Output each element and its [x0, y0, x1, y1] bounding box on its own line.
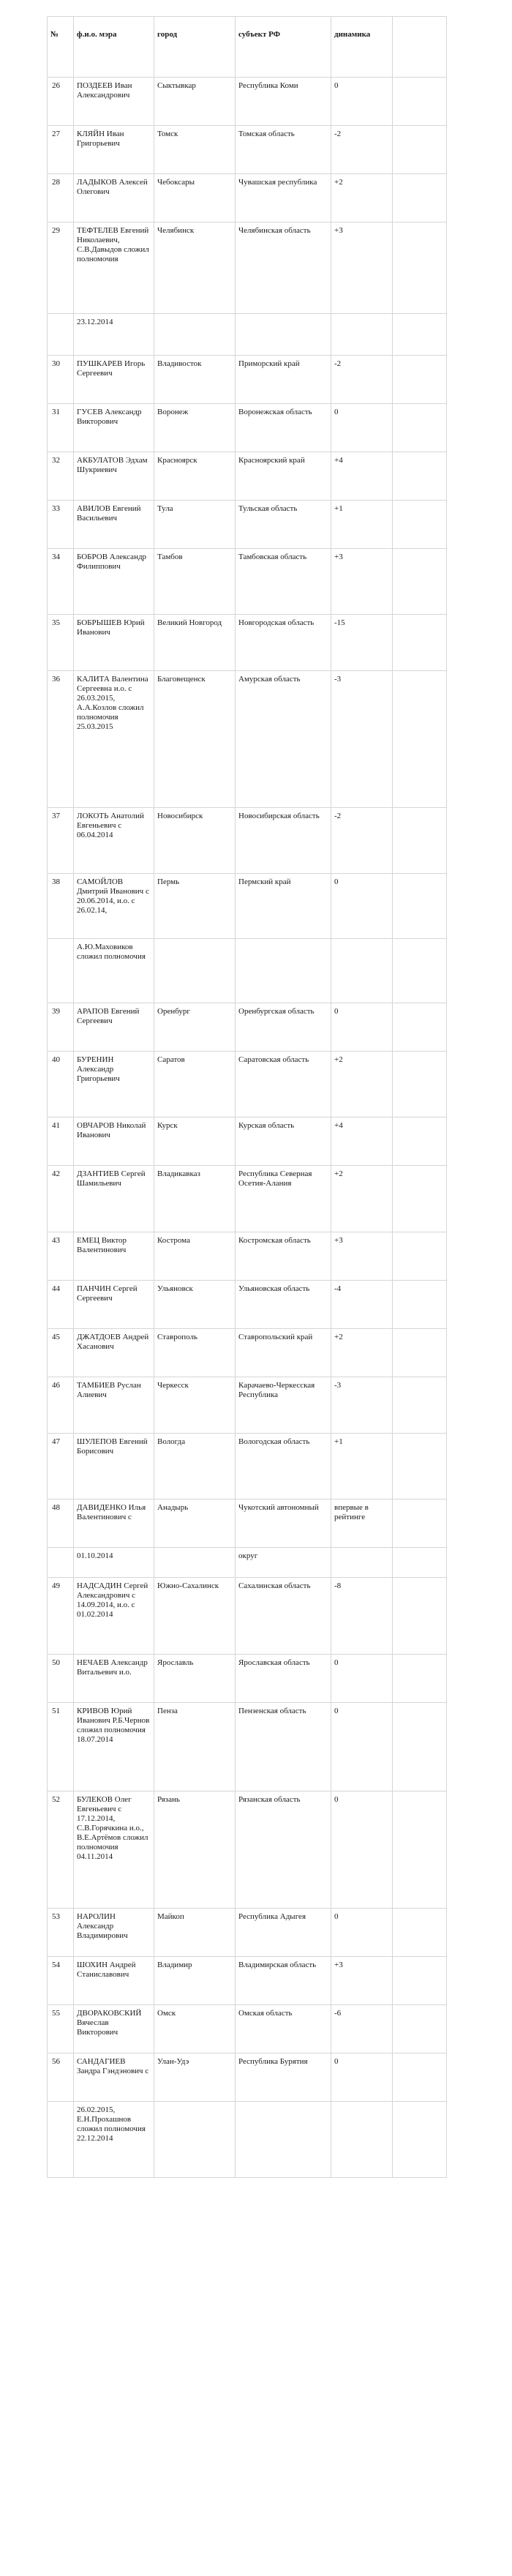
cell-empty: [393, 549, 447, 615]
table-row: [48, 1232, 447, 1281]
cell-mayor-name: ПУШКАРЕВ Игорь Сергеевич: [74, 356, 154, 404]
cell-dynamics: 0: [331, 1791, 393, 1909]
table-row: [48, 1052, 447, 1117]
cell-mayor-name: ПАНЧИН Сергей Сергеевич: [74, 1281, 154, 1329]
cell-num: 29: [48, 222, 74, 314]
table-row: [48, 939, 447, 1003]
cell-mayor-name: ШОХИН Андрей Станиславович: [74, 1957, 154, 2005]
cell-city: Южно-Сахалинск: [154, 1578, 236, 1655]
cell-empty: [393, 1377, 447, 1434]
cell-dynamics: +2: [331, 1166, 393, 1232]
cell-mayor-name: ДЖАТДОЕВ Андрей Хасанович: [74, 1329, 154, 1377]
cell-dynamics: 0: [331, 874, 393, 939]
cell-dynamics: +1: [331, 501, 393, 549]
cell-subject: Курская область: [236, 1117, 331, 1166]
cell-dynamics: 0: [331, 404, 393, 452]
cell-subject: Рязанская область: [236, 1791, 331, 1909]
cell-empty: [393, 1499, 447, 1548]
cell-empty: [393, 1232, 447, 1281]
cell-empty: [393, 452, 447, 501]
cell-empty: [393, 1957, 447, 2005]
header-city: город: [154, 17, 236, 78]
cell-city: Черкесск: [154, 1377, 236, 1434]
cell-dynamics: -3: [331, 1377, 393, 1434]
cell-dynamics: 0: [331, 78, 393, 126]
cell-subject: Чувашская республика: [236, 174, 331, 222]
cell-city: Владикавказ: [154, 1166, 236, 1232]
cell-empty: [393, 356, 447, 404]
cell-mayor-name: НАРОЛИН Александр Владимирович: [74, 1909, 154, 1957]
table-row: [48, 1281, 447, 1329]
cell-subject: Приморский край: [236, 356, 331, 404]
cell-city: Челябинск: [154, 222, 236, 314]
table-row: [48, 671, 447, 808]
cell-mayor-name: КЛЯЙН Иван Григорьевич: [74, 126, 154, 174]
cell-city: Кострома: [154, 1232, 236, 1281]
cell-empty: [393, 1548, 447, 1578]
cell-subject: Тульская область: [236, 501, 331, 549]
cell-dynamics: +3: [331, 1957, 393, 2005]
table-row: [48, 1791, 447, 1909]
table-row: [48, 808, 447, 874]
cell-subject: Оренбургская область: [236, 1003, 331, 1052]
cell-num: 53: [48, 1909, 74, 1957]
mayors-rating-table: [47, 16, 447, 2178]
cell-empty: [393, 1703, 447, 1791]
cell-city: Владимир: [154, 1957, 236, 2005]
cell-empty: [393, 126, 447, 174]
table-row: [48, 1166, 447, 1232]
cell-dynamics: 0: [331, 2053, 393, 2102]
header-num: №: [48, 17, 74, 78]
cell-num: 26: [48, 78, 74, 126]
table-container: [47, 16, 446, 2178]
cell-empty: [393, 1434, 447, 1499]
cell-empty: [393, 1281, 447, 1329]
cell-num: 45: [48, 1329, 74, 1377]
cell-dynamics: 0: [331, 1909, 393, 1957]
cell-num: 34: [48, 549, 74, 615]
cell-empty: [393, 1655, 447, 1703]
cell-num: 44: [48, 1281, 74, 1329]
cell-dynamics: [331, 1548, 393, 1578]
cell-subject: Ульяновская область: [236, 1281, 331, 1329]
cell-num: [48, 1548, 74, 1578]
cell-empty: [393, 874, 447, 939]
cell-dynamics: +2: [331, 1329, 393, 1377]
cell-city: Великий Новгород: [154, 615, 236, 671]
cell-mayor-name: ДВОРАКОВСКИЙ Вячеслав Викторович: [74, 2005, 154, 2053]
cell-city: Благовещенск: [154, 671, 236, 808]
cell-num: [48, 314, 74, 356]
cell-empty: [393, 2102, 447, 2178]
cell-subject: Челябинская область: [236, 222, 331, 314]
cell-mayor-name: ШУЛЕПОВ Евгений Борисович: [74, 1434, 154, 1499]
cell-mayor-name: АРАПОВ Евгений Сергеевич: [74, 1003, 154, 1052]
cell-city: Пенза: [154, 1703, 236, 1791]
table-row: [48, 1703, 447, 1791]
cell-subject: [236, 2102, 331, 2178]
cell-mayor-name: ЛОКОТЬ Анатолий Евгеньевич с 06.04.2014: [74, 808, 154, 874]
cell-num: 35: [48, 615, 74, 671]
cell-subject: Сахалинская область: [236, 1578, 331, 1655]
table-row: [48, 2053, 447, 2102]
cell-empty: [393, 78, 447, 126]
cell-subject: Ярославская область: [236, 1655, 331, 1703]
table-row: [48, 174, 447, 222]
cell-subject: Новгородская область: [236, 615, 331, 671]
cell-subject: Республика Бурятия: [236, 2053, 331, 2102]
cell-subject: Костромская область: [236, 1232, 331, 1281]
table-row: [48, 2102, 447, 2178]
cell-num: 27: [48, 126, 74, 174]
cell-city: Тамбов: [154, 549, 236, 615]
cell-dynamics: +4: [331, 452, 393, 501]
cell-subject: округ: [236, 1548, 331, 1578]
cell-num: 41: [48, 1117, 74, 1166]
cell-city: Пермь: [154, 874, 236, 939]
cell-city: Ярославль: [154, 1655, 236, 1703]
cell-num: 46: [48, 1377, 74, 1434]
cell-city: Тула: [154, 501, 236, 549]
cell-subject: Республика Северная Осетия-Алания: [236, 1166, 331, 1232]
cell-dynamics: -4: [331, 1281, 393, 1329]
cell-subject: [236, 939, 331, 1003]
cell-city: Майкоп: [154, 1909, 236, 1957]
cell-mayor-name: ПОЗДЕЕВ Иван Александрович: [74, 78, 154, 126]
cell-num: 39: [48, 1003, 74, 1052]
cell-subject: Вологодская область: [236, 1434, 331, 1499]
cell-num: 30: [48, 356, 74, 404]
cell-empty: [393, 1166, 447, 1232]
cell-subject: Омская область: [236, 2005, 331, 2053]
cell-empty: [393, 615, 447, 671]
cell-city: [154, 314, 236, 356]
cell-subject: Пермский край: [236, 874, 331, 939]
cell-mayor-name: ОВЧАРОВ Николай Иванович: [74, 1117, 154, 1166]
cell-num: [48, 2102, 74, 2178]
cell-num: 38: [48, 874, 74, 939]
table-row: [48, 126, 447, 174]
cell-num: 48: [48, 1499, 74, 1548]
cell-mayor-name: САМОЙЛОВ Дмитрий Иванович с 20.06.2014, и.о. с 26.02.14,: [74, 874, 154, 939]
cell-mayor-name: НЕЧАЕВ Александр Витальевич и.о.: [74, 1655, 154, 1703]
cell-empty: [393, 1329, 447, 1377]
table-row: [48, 1655, 447, 1703]
cell-subject: Тамбовская область: [236, 549, 331, 615]
table-row: [48, 1377, 447, 1434]
cell-empty: [393, 808, 447, 874]
cell-empty: [393, 2053, 447, 2102]
header-extra: [393, 17, 447, 78]
cell-num: [48, 939, 74, 1003]
cell-num: 40: [48, 1052, 74, 1117]
cell-mayor-name: БУРЕНИН Александр Григорьевич: [74, 1052, 154, 1117]
table-row: [48, 1499, 447, 1548]
cell-dynamics: 0: [331, 1003, 393, 1052]
table-row: [48, 78, 447, 126]
cell-dynamics: -2: [331, 356, 393, 404]
cell-empty: [393, 939, 447, 1003]
cell-subject: Пензенская область: [236, 1703, 331, 1791]
cell-city: Чебоксары: [154, 174, 236, 222]
cell-dynamics: -3: [331, 671, 393, 808]
cell-num: 55: [48, 2005, 74, 2053]
cell-num: 33: [48, 501, 74, 549]
cell-dynamics: +2: [331, 1052, 393, 1117]
cell-dynamics: [331, 314, 393, 356]
cell-subject: Республика Коми: [236, 78, 331, 126]
cell-dynamics: [331, 939, 393, 1003]
cell-empty: [393, 314, 447, 356]
cell-mayor-name: ГУСЕВ Александр Викторович: [74, 404, 154, 452]
cell-subject: Новосибирская область: [236, 808, 331, 874]
cell-dynamics: -6: [331, 2005, 393, 2053]
cell-num: 42: [48, 1166, 74, 1232]
cell-city: [154, 1548, 236, 1578]
table-row: [48, 874, 447, 939]
cell-num: 37: [48, 808, 74, 874]
cell-mayor-name: БУЛЕКОВ Олег Евгеньевич с 17.12.2014, С.В.Горячкина и.о., В.Е.Артёмов сложил полномочия 04.11.2014: [74, 1791, 154, 1909]
cell-num: 43: [48, 1232, 74, 1281]
table-body: [48, 78, 447, 2178]
cell-mayor-name: ТЕФТЕЛЕВ Евгений Николаевич, С.В.Давыдов сложил полномочия: [74, 222, 154, 314]
table-row: [48, 1578, 447, 1655]
table-row: [48, 314, 447, 356]
cell-empty: [393, 1791, 447, 1909]
cell-dynamics: впервые в рейтинге: [331, 1499, 393, 1548]
cell-num: 54: [48, 1957, 74, 2005]
cell-subject: Республика Адыгея: [236, 1909, 331, 1957]
header-name: ф.и.о. мэра: [74, 17, 154, 78]
cell-mayor-name: КАЛИТА Валентина Сергеевна и.о. с 26.03.2015, А.А.Козлов сложил полномочия 25.03.2015: [74, 671, 154, 808]
cell-dynamics: +3: [331, 1232, 393, 1281]
cell-subject: Амурская область: [236, 671, 331, 808]
table-header-row: [48, 17, 447, 78]
header-subject: субъект РФ: [236, 17, 331, 78]
cell-subject: Чукотский автономный: [236, 1499, 331, 1548]
cell-city: Воронеж: [154, 404, 236, 452]
cell-subject: Карачаево-Черкесская Республика: [236, 1377, 331, 1434]
cell-city: Красноярск: [154, 452, 236, 501]
cell-mayor-name: 01.10.2014: [74, 1548, 154, 1578]
cell-subject: Саратовская область: [236, 1052, 331, 1117]
cell-dynamics: +3: [331, 222, 393, 314]
cell-empty: [393, 1003, 447, 1052]
table-row: [48, 356, 447, 404]
cell-mayor-name: А.Ю.Маховиков сложил полномочия: [74, 939, 154, 1003]
table-row: [48, 404, 447, 452]
cell-mayor-name: ЛАДЫКОВ Алексей Олегович: [74, 174, 154, 222]
cell-empty: [393, 1117, 447, 1166]
table-row: [48, 1117, 447, 1166]
cell-mayor-name: ДЗАНТИЕВ Сергей Шамильевич: [74, 1166, 154, 1232]
cell-mayor-name: БОБРОВ Александр Филиппович: [74, 549, 154, 615]
cell-subject: Воронежская область: [236, 404, 331, 452]
cell-empty: [393, 2005, 447, 2053]
table-row: [48, 1434, 447, 1499]
cell-mayor-name: САНДАГИЕВ Зандра Гэндэнович с: [74, 2053, 154, 2102]
cell-num: 56: [48, 2053, 74, 2102]
cell-mayor-name: АВИЛОВ Евгений Васильевич: [74, 501, 154, 549]
cell-city: Оренбург: [154, 1003, 236, 1052]
cell-num: 49: [48, 1578, 74, 1655]
cell-city: [154, 939, 236, 1003]
cell-city: Вологда: [154, 1434, 236, 1499]
cell-num: 28: [48, 174, 74, 222]
cell-empty: [393, 501, 447, 549]
table-row: [48, 1909, 447, 1957]
cell-mayor-name: БОБРЫШЕВ Юрий Иванович: [74, 615, 154, 671]
cell-subject: Красноярский край: [236, 452, 331, 501]
table-row: [48, 1329, 447, 1377]
cell-city: [154, 2102, 236, 2178]
cell-mayor-name: 23.12.2014: [74, 314, 154, 356]
cell-dynamics: +4: [331, 1117, 393, 1166]
cell-dynamics: -2: [331, 808, 393, 874]
cell-subject: Ставропольский край: [236, 1329, 331, 1377]
table-row: [48, 501, 447, 549]
cell-city: Томск: [154, 126, 236, 174]
cell-city: Владивосток: [154, 356, 236, 404]
cell-num: 32: [48, 452, 74, 501]
table-row: [48, 1003, 447, 1052]
cell-city: Рязань: [154, 1791, 236, 1909]
cell-mayor-name: АКБУЛАТОВ Эдхам Шукриевич: [74, 452, 154, 501]
table-row: [48, 452, 447, 501]
cell-city: Омск: [154, 2005, 236, 2053]
cell-num: 31: [48, 404, 74, 452]
table-row: [48, 549, 447, 615]
cell-num: 36: [48, 671, 74, 808]
cell-empty: [393, 174, 447, 222]
cell-city: Новосибирск: [154, 808, 236, 874]
cell-city: Ставрополь: [154, 1329, 236, 1377]
cell-num: 51: [48, 1703, 74, 1791]
cell-empty: [393, 1909, 447, 1957]
cell-empty: [393, 404, 447, 452]
cell-dynamics: -2: [331, 126, 393, 174]
cell-mayor-name: ЕМЕЦ Виктор Валентинович: [74, 1232, 154, 1281]
cell-dynamics: +2: [331, 174, 393, 222]
cell-dynamics: +1: [331, 1434, 393, 1499]
cell-dynamics: [331, 2102, 393, 2178]
cell-dynamics: -8: [331, 1578, 393, 1655]
cell-mayor-name: НАДСАДИН Сергей Александрович с 14.09.2014, и.о. с 01.02.2014: [74, 1578, 154, 1655]
cell-num: 47: [48, 1434, 74, 1499]
cell-city: Саратов: [154, 1052, 236, 1117]
header-dynamics: динамика: [331, 17, 393, 78]
table-row: [48, 2005, 447, 2053]
cell-city: Сыктывкар: [154, 78, 236, 126]
cell-empty: [393, 1052, 447, 1117]
cell-dynamics: 0: [331, 1703, 393, 1791]
cell-empty: [393, 222, 447, 314]
cell-dynamics: +3: [331, 549, 393, 615]
table-row: [48, 615, 447, 671]
cell-city: Анадырь: [154, 1499, 236, 1548]
cell-empty: [393, 671, 447, 808]
cell-empty: [393, 1578, 447, 1655]
cell-subject: [236, 314, 331, 356]
cell-subject: Владимирская область: [236, 1957, 331, 2005]
cell-mayor-name: ДАВИДЕНКО Илья Валентинович с: [74, 1499, 154, 1548]
table-row: [48, 222, 447, 314]
table-row: [48, 1957, 447, 2005]
cell-city: Улан-Удэ: [154, 2053, 236, 2102]
cell-num: 50: [48, 1655, 74, 1703]
cell-subject: Томская область: [236, 126, 331, 174]
cell-num: 52: [48, 1791, 74, 1909]
cell-dynamics: -15: [331, 615, 393, 671]
cell-mayor-name: ТАМБИЕВ Руслан Алиевич: [74, 1377, 154, 1434]
cell-city: Ульяновск: [154, 1281, 236, 1329]
cell-mayor-name: 26.02.2015, Е.Н.Прохашнов сложил полномочия 22.12.2014: [74, 2102, 154, 2178]
cell-mayor-name: КРИВОВ Юрий Иванович Р.Б.Чернов сложил полномочия 18.07.2014: [74, 1703, 154, 1791]
cell-dynamics: 0: [331, 1655, 393, 1703]
cell-city: Курск: [154, 1117, 236, 1166]
table-row: [48, 1548, 447, 1578]
